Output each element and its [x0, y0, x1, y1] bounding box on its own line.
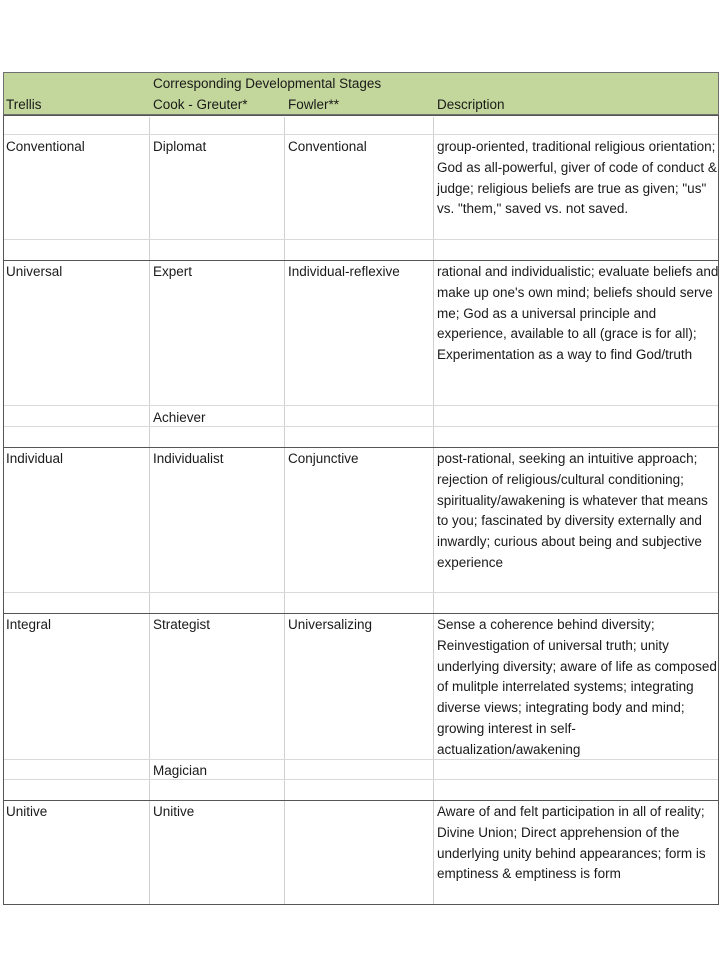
row-description: post-rational, seeking an intuitive approach; rejection of religious/cultural conditioning; spirituality/awakening is whatever that means to you; fascinated by diversity externally and inwardly; curious about being and subjective experience — [437, 451, 708, 570]
row-trellis: Integral — [6, 617, 52, 632]
row-divider — [4, 779, 718, 780]
header-group-label: Corresponding Developmental Stages — [153, 76, 382, 91]
row-description: rational and individualistic; evaluate beliefs and make up one's own mind; beliefs should serve me; God as a universal principle and experience, available to all (grace is for all); Experimentation as a way to find God/truth — [437, 264, 719, 363]
row-description: Aware of and felt participation in all of reality; Divine Union; Direct apprehension of the underlying unity behind appearances; form is emptiness & emptiness is form — [437, 804, 706, 882]
row-fowler: Individual-reflexive — [288, 264, 400, 279]
row-cook-greuter: Strategist — [153, 617, 211, 632]
group-border — [3, 447, 719, 448]
group-border — [3, 260, 719, 261]
header-cook-greuter: Cook - Greuter* — [153, 97, 248, 112]
row-cook-greuter-sub: Achiever — [153, 410, 206, 425]
column-divider — [284, 117, 285, 904]
column-divider — [149, 117, 150, 904]
row-divider — [4, 426, 718, 427]
header-description: Description — [437, 97, 505, 112]
row-divider — [4, 592, 718, 593]
header-trellis: Trellis — [6, 97, 42, 112]
row-trellis: Conventional — [6, 139, 85, 154]
group-border — [3, 613, 719, 614]
row-cook-greuter: Expert — [153, 264, 193, 279]
row-description: group-oriented, traditional religious orientation; God as all-powerful, giver of code of conduct & judge; religious beliefs are true as given; "us" vs. "them," saved vs. not saved. — [437, 139, 717, 217]
header-fowler: Fowler** — [288, 97, 340, 112]
row-fowler: Conventional — [288, 139, 367, 154]
row-fowler: Conjunctive — [288, 451, 359, 466]
row-cook-greuter: Diplomat — [153, 139, 207, 154]
row-trellis: Unitive — [6, 804, 48, 819]
row-trellis: Individual — [6, 451, 64, 466]
row-cook-greuter: Individualist — [153, 451, 224, 466]
row-divider — [4, 134, 718, 135]
row-trellis: Universal — [6, 264, 63, 279]
row-description: Sense a coherence behind diversity; Reinvestigation of universal truth; unity underlying diversity; aware of life as composed of mulitple interrelated systems; integrating diverse views; integrating body and mind; growing interest in self-actualization/awakening — [437, 617, 717, 757]
row-divider — [4, 405, 718, 406]
row-cook-greuter: Unitive — [153, 804, 195, 819]
row-cook-greuter-sub: Magician — [153, 763, 208, 778]
row-fowler: Universalizing — [288, 617, 373, 632]
group-border — [3, 800, 719, 801]
column-divider — [433, 117, 434, 904]
row-divider — [4, 239, 718, 240]
